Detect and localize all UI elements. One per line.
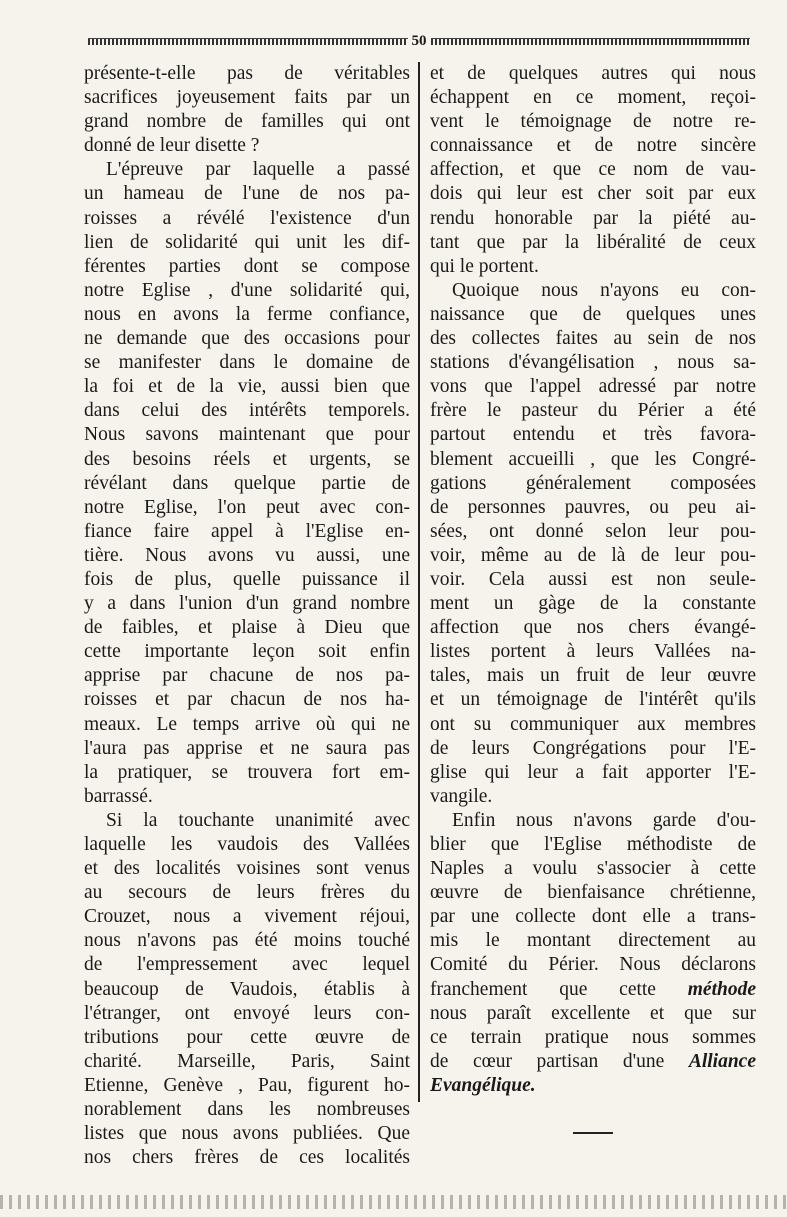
text-line-content: des collectes faites au sein de nos	[430, 328, 756, 350]
text-line-content: échappent en ce moment, reçoi-	[430, 87, 756, 109]
text-line-content: roisses et par chacun de nos ha-	[84, 689, 410, 711]
text-line	[430, 255, 756, 279]
text-line	[84, 399, 410, 423]
text-line	[430, 809, 756, 833]
text-line-content: ne demande que des occasions pour	[84, 328, 410, 350]
text-line	[430, 785, 756, 809]
text-line	[84, 881, 410, 905]
text-line-content: naissance que de quelques unes	[430, 303, 756, 325]
text-line-content: nous en avons la ferme confiance,	[84, 303, 410, 325]
text-line	[430, 688, 756, 712]
text-line	[84, 375, 410, 399]
text-line-content: roisses a révélé l'existence d'un	[84, 207, 410, 229]
text-line-content: notre Eglise, l'on peut avec con-	[84, 496, 410, 518]
text-line	[84, 737, 410, 761]
text-line	[84, 255, 410, 279]
text-line	[84, 688, 410, 712]
text-line	[84, 520, 410, 544]
text-line-content: ce terrain pratique nous sommes	[430, 1026, 756, 1048]
text-line-content: gations généralement composées	[430, 472, 756, 494]
text-line	[84, 664, 410, 688]
text-line-content: apprise par chacune de nos pa-	[84, 665, 410, 687]
text-line-content: un hameau de l'une de nos pa-	[84, 183, 410, 205]
text-line-content: l'étranger, ont envoyé leurs con-	[84, 1002, 410, 1024]
text-line-content: donné de leur disette ?	[84, 135, 260, 157]
text-line	[84, 231, 410, 255]
text-line	[430, 399, 756, 423]
text-line-content: dans celui des intérêts temporels.	[84, 400, 410, 422]
text-line-content: présente-t-elle pas de véritables	[84, 63, 410, 84]
text-line	[84, 207, 410, 231]
text-line	[430, 423, 756, 447]
text-line	[430, 496, 756, 520]
emphasized-text: Evangélique.	[430, 1074, 536, 1096]
text-line-content: partout entendu et très favora-	[430, 424, 756, 446]
text-line-content: connaissance et de notre sincère	[430, 135, 756, 157]
left-column	[84, 62, 410, 1169]
text-line-content: blement accueilli , que les Congré-	[430, 448, 756, 470]
text-line-content: vangile.	[430, 785, 493, 807]
text-line	[430, 62, 756, 86]
text-line-content: meaux. Le temps arrive où qui ne	[84, 713, 410, 735]
text-line	[430, 737, 756, 761]
page-number: 50	[411, 32, 427, 49]
text-line-content: charité. Marseille, Paris, Saint	[84, 1050, 410, 1072]
text-line-content: lien de solidarité qui unit les dif-	[84, 231, 410, 253]
text-line	[84, 472, 410, 496]
text-line	[84, 713, 410, 737]
text-line-content: la foi et de la vie, aussi bien que	[84, 376, 410, 398]
text-line-content: tière. Nous avons vu aussi, une	[84, 544, 410, 566]
text-line	[84, 761, 410, 785]
text-line	[84, 616, 410, 640]
text-line	[430, 375, 756, 399]
text-line-content: Naples a voulu s'associer à cette	[430, 858, 756, 880]
text-line-content: vent le témoignage de notre re-	[430, 111, 756, 133]
text-line	[430, 592, 756, 616]
text-line-content: et un témoignage de l'intérêt qu'ils	[430, 689, 756, 711]
column-divider	[418, 62, 420, 1102]
text-line	[84, 62, 410, 86]
section-separator	[573, 1132, 613, 1134]
text-line-content: voir. Cela aussi est non seule-	[430, 568, 756, 590]
text-line-content: listes que nous avons publiées. Que	[84, 1123, 410, 1145]
text-line-content: notre Eglise , d'une solidarité qui,	[84, 279, 410, 301]
text-line-content: Comité du Périer. Nous déclarons	[430, 954, 756, 976]
text-line-content: qui le portent.	[430, 255, 539, 277]
text-line-content: grand nombre de familles qui ont	[84, 111, 410, 133]
text-line-content: nous n'avons pas été moins touché	[84, 930, 410, 952]
text-line-content: ment un gàge de la constante	[430, 593, 756, 615]
text-line	[430, 953, 756, 977]
text-line	[84, 279, 410, 303]
text-line-content: tributions pour cette œuvre de	[84, 1026, 410, 1048]
text-line-content: tales, mais un fruit de leur œuvre	[430, 665, 756, 687]
text-line-content: de l'empressement avec lequel	[84, 954, 410, 976]
text-line	[84, 1146, 410, 1170]
text-line-content: des besoins réels et urgents, se	[84, 448, 410, 470]
text-line	[84, 1122, 410, 1146]
text-line-content: de cœur partisan d'une	[430, 1050, 665, 1072]
text-line	[430, 929, 756, 953]
text-line-content: Enfin nous n'avons garde d'ou-	[452, 809, 756, 831]
text-line	[430, 472, 756, 496]
text-line	[430, 520, 756, 544]
text-line	[430, 568, 756, 592]
text-line	[84, 110, 410, 134]
emphasized-text: Alliance	[688, 1050, 756, 1072]
text-line-content: et des localités voisines sont venus	[84, 858, 410, 880]
text-line	[430, 833, 756, 857]
text-line	[84, 158, 410, 182]
text-line	[84, 351, 410, 375]
text-line	[430, 640, 756, 664]
text-line-content: laquelle les vaudois des Vallées	[84, 834, 410, 855]
text-line-content: sacrifices joyeusement faits par un	[84, 87, 410, 109]
text-line	[84, 592, 410, 616]
text-line-content: franchement que cette	[430, 978, 656, 1000]
text-line-content: Crouzet, nous a vivement réjoui,	[84, 906, 410, 928]
text-line-content: de faibles, et plaise à Dieu que	[84, 617, 410, 639]
text-line	[430, 761, 756, 785]
text-line	[84, 568, 410, 592]
text-line-content: de personnes pauvres, ou peu ai-	[430, 496, 756, 518]
text-line-content: Si la touchante unanimité avec	[106, 809, 410, 831]
text-line-content: cette importante leçon soit enfin	[84, 641, 410, 663]
text-line-content: au secours de leurs frères du	[84, 882, 410, 904]
text-line-content: affection, et que ce nom de vau-	[430, 159, 756, 181]
text-line-content: beaucoup de Vaudois, établis à	[84, 978, 410, 1000]
text-line	[430, 134, 756, 158]
text-line	[84, 978, 410, 1002]
text-line	[430, 231, 756, 255]
text-line-content: Etienne, Genève , Pau, figurent ho-	[84, 1074, 410, 1096]
text-line	[430, 978, 756, 1002]
text-line	[430, 158, 756, 182]
header-rule-right	[431, 38, 751, 45]
text-line-content: fois de plus, quelle puissance il	[84, 568, 410, 590]
text-line-content: fiance faire appel à l'Eglise en-	[84, 520, 410, 542]
text-line-content: sées, ont donné selon leur pou-	[430, 520, 756, 542]
text-line	[430, 905, 756, 929]
text-line-content: et de quelques autres qui nous	[430, 63, 756, 84]
text-line	[430, 110, 756, 134]
text-line	[84, 809, 410, 833]
text-line	[430, 1074, 756, 1098]
text-line-content: révélant dans quelque partie de	[84, 472, 410, 494]
text-line	[84, 640, 410, 664]
text-line	[430, 544, 756, 568]
header-rule-left	[88, 38, 408, 45]
text-line-content: norablement dans les nombreuses	[84, 1099, 410, 1121]
text-line	[84, 929, 410, 953]
text-line	[84, 182, 410, 206]
text-line	[430, 664, 756, 688]
text-line-content: la pratiquer, se trouvera fort em-	[84, 761, 410, 783]
text-line-content: tant que par la libéralité de ceux	[430, 231, 756, 253]
text-line	[430, 207, 756, 231]
text-line-content: voir, même au de là de leur pou-	[430, 544, 756, 566]
text-line	[84, 857, 410, 881]
text-line-content: Nous savons maintenant que pour	[84, 424, 410, 446]
text-columns	[84, 62, 756, 1169]
text-line-content: frère le pasteur du Périer a été	[430, 400, 756, 422]
text-line	[84, 953, 410, 977]
text-line	[84, 833, 410, 857]
text-line	[84, 86, 410, 110]
text-line-content: Quoique nous n'ayons eu con-	[452, 279, 756, 301]
text-line	[430, 713, 756, 737]
text-line-content: glise qui leur a fait apporter l'E-	[430, 761, 756, 783]
text-line	[84, 905, 410, 929]
text-line	[430, 182, 756, 206]
text-line-content: férentes parties dont se compose	[84, 255, 410, 277]
text-line	[430, 857, 756, 881]
text-line	[430, 86, 756, 110]
text-line	[430, 279, 756, 303]
text-line-content: nos chers frères de ces localités	[84, 1147, 410, 1169]
text-line-content: stations d'évangélisation , nous sa-	[430, 352, 756, 374]
text-line-content: dois qui leur est cher soit par eux	[430, 183, 756, 205]
right-column	[430, 62, 756, 1142]
text-line-content: se manifester dans le domaine de	[84, 352, 410, 374]
text-line	[430, 881, 756, 905]
text-line	[84, 544, 410, 568]
page-header	[88, 30, 750, 52]
text-line-content: blier que l'Eglise méthodiste de	[430, 834, 756, 855]
text-line-content: y a dans l'union d'un grand nombre	[84, 593, 410, 615]
text-line-content: barrassé.	[84, 785, 153, 807]
text-line	[84, 1098, 410, 1122]
text-line	[430, 1002, 756, 1026]
text-line-content: mis le montant directement au	[430, 930, 756, 952]
text-line-content: affection que nos chers évangé-	[430, 617, 756, 639]
text-line-content: listes portent à leurs Vallées na-	[430, 641, 756, 663]
text-line	[430, 1050, 756, 1074]
text-line	[84, 1074, 410, 1098]
text-line	[84, 448, 410, 472]
text-line	[430, 303, 756, 327]
text-line	[84, 1026, 410, 1050]
text-line-content: de leurs Congrégations pour l'E-	[430, 737, 756, 759]
text-line	[84, 134, 410, 158]
text-line-content: vons que l'appel adressé par notre	[430, 376, 756, 398]
text-line-content: L'épreuve par laquelle a passé	[106, 159, 410, 181]
text-line-content: ont su communiquer aux membres	[430, 713, 756, 735]
emphasized-text: méthode	[687, 978, 756, 1000]
text-line	[430, 616, 756, 640]
text-line	[84, 1002, 410, 1026]
text-line	[84, 303, 410, 327]
text-line-content: nous paraît excellente et que sur	[430, 1002, 756, 1024]
text-line-content: l'aura pas apprise et ne saura pas	[84, 737, 410, 759]
text-line	[84, 785, 410, 809]
text-line	[84, 1050, 410, 1074]
text-line	[430, 351, 756, 375]
text-line	[84, 327, 410, 351]
text-line	[430, 1026, 756, 1050]
page-edge-noise	[0, 1195, 787, 1209]
text-line	[84, 496, 410, 520]
text-line	[430, 448, 756, 472]
text-line-content: œuvre de bienfaisance chrétienne,	[430, 882, 756, 904]
text-line-content: par une collecte dont elle a trans-	[430, 906, 756, 928]
text-line	[84, 423, 410, 447]
text-line-content: rendu honorable par la piété au-	[430, 207, 756, 229]
text-line	[430, 327, 756, 351]
